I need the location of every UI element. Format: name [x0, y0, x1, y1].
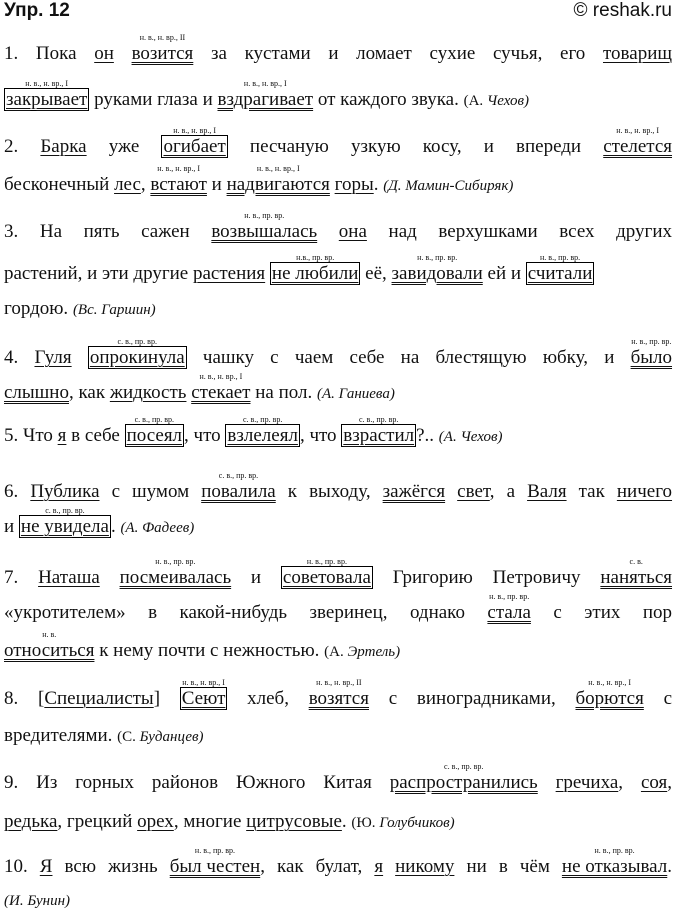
subject: Гуля	[34, 347, 72, 368]
text-line	[4, 557, 673, 589]
predicate: вздрагивает	[217, 89, 314, 110]
annotated-word	[225, 415, 300, 447]
annotated-word	[180, 678, 228, 710]
morph-annotation: с. в., пр. вр.	[117, 337, 157, 346]
morph-annotation: н. в., н. вр., I	[256, 164, 300, 173]
annotated-word	[191, 372, 251, 404]
predicate: посмеивалась	[119, 567, 232, 588]
text-segment: .	[667, 856, 673, 877]
text-line	[4, 630, 672, 663]
morph-annotation: с. в., пр. вр.	[444, 762, 484, 771]
text-segment: .	[110, 516, 121, 537]
text-segment: в себе	[66, 425, 125, 446]
subject: я	[374, 856, 384, 877]
annotated-word	[169, 846, 261, 878]
text-line	[4, 372, 672, 405]
annotated-word	[217, 79, 314, 111]
subject: я	[57, 425, 67, 446]
text-segment: , что	[184, 425, 226, 446]
morph-annotation: н. в., пр. вр.	[306, 557, 347, 566]
text-segment: 2.	[4, 136, 41, 157]
text-segment: ,	[618, 772, 641, 793]
predicate-boxed: не любили	[271, 263, 359, 284]
text-segment: всю жизнь	[52, 856, 170, 877]
source-citation: (А. Фадеев)	[120, 520, 195, 536]
subject: растения	[192, 263, 266, 284]
subject: товарищ	[602, 43, 672, 64]
subject: он	[94, 43, 114, 64]
morph-annotation: с. в., пр. вр.	[242, 415, 283, 424]
text-segment	[383, 856, 395, 877]
source-citation: (Ю.	[351, 815, 380, 831]
subject: ничего	[616, 481, 673, 502]
predicate: возятся	[308, 688, 369, 709]
source-citation: Буданцев)	[139, 729, 204, 745]
text-segment: ,	[667, 772, 672, 793]
text-segment: «укротителем» в какой-нибудь зверинец, однако	[4, 602, 488, 623]
text-segment: от каждого звука.	[313, 89, 464, 110]
morph-annotation: н. в., н. вр., I	[588, 678, 632, 687]
text-line	[4, 762, 672, 794]
subject: Публика	[30, 481, 100, 502]
annotated-word	[391, 253, 483, 285]
text-segment: 5. Что	[4, 425, 58, 446]
morph-annotation: н. в., пр. вр.	[194, 846, 236, 855]
text-segment: ?..	[416, 425, 439, 446]
annotated-word	[211, 211, 318, 243]
morph-annotation: н. в., н. вр., I	[182, 678, 225, 687]
source-citation: (А. Ганиева)	[317, 386, 395, 402]
subject: она	[338, 221, 367, 242]
morph-annotation: н. в., пр. вр.	[489, 592, 530, 601]
annotated-word	[125, 415, 184, 447]
annotated-word	[341, 415, 416, 447]
text-line	[4, 126, 673, 158]
text-segment: 8. [	[4, 688, 45, 709]
text-segment: , как булат,	[260, 856, 375, 877]
morph-annotation: н. в., н. вр., II	[139, 33, 186, 42]
subject: соя	[640, 772, 668, 793]
predicate-boxed: посеял	[126, 425, 183, 446]
morph-annotation: с. в., пр. вр.	[45, 506, 85, 515]
predicate: повалила	[201, 481, 276, 502]
subject: горы	[334, 174, 374, 195]
morph-annotation: с. в., пр. вр.	[134, 415, 175, 424]
predicate-boxed: опрокинула	[89, 347, 185, 368]
annotated-word	[308, 678, 369, 710]
text-segment: , а	[489, 481, 528, 502]
text-segment: на пол.	[250, 382, 317, 403]
text-line	[4, 811, 672, 834]
text-segment: 9. Из горных районов Южного Китая	[4, 772, 390, 793]
text-segment: ,	[140, 174, 151, 195]
annotated-word	[603, 126, 673, 158]
text-segment: ни в чём	[454, 856, 562, 877]
morph-annotation: н. в.	[42, 630, 57, 639]
subject: свет	[457, 481, 490, 502]
text-line	[4, 889, 672, 912]
predicate: борются	[575, 688, 644, 709]
annotated-word	[131, 33, 194, 65]
text-segment: , что	[299, 425, 342, 446]
text-segment	[317, 221, 339, 242]
text-segment: , грецкий	[57, 811, 138, 832]
annotated-word	[150, 164, 207, 196]
text-segment: и	[206, 174, 227, 195]
subject: Валя	[527, 481, 567, 502]
predicate-boxed: считали	[527, 263, 593, 284]
text-segment: 1. Пока	[4, 43, 95, 64]
text-line	[4, 471, 673, 503]
source-citation: Голубчиков)	[379, 815, 455, 831]
subject: Специалисты	[44, 688, 154, 709]
morph-annotation: н. в., н. вр., I	[25, 79, 69, 88]
predicate: встают	[150, 174, 207, 195]
text-line	[4, 33, 672, 65]
text-segment: с шумом	[99, 481, 202, 502]
predicate: относиться	[4, 640, 95, 661]
predicate: возится	[131, 43, 194, 64]
subject: цитрусовые	[246, 811, 342, 832]
text-line	[4, 211, 673, 243]
text-segment: уже	[86, 136, 162, 157]
predicate: возвышалась	[211, 221, 318, 242]
predicate: был честен	[169, 856, 261, 877]
subject: редька	[4, 811, 58, 832]
source-citation: (Вс. Гаршин)	[72, 302, 156, 318]
source-citation: (С.	[117, 729, 140, 745]
text-segment: .	[373, 174, 384, 195]
annotated-word	[270, 253, 361, 285]
morph-annotation: н. в., пр. вр.	[631, 337, 672, 346]
morph-annotation: н. в., пр. вр.	[540, 253, 581, 262]
text-segment	[100, 567, 120, 588]
text-segment: бесконечный	[4, 174, 115, 195]
morph-annotation: н.в., пр. вр.	[296, 253, 335, 262]
predicate-boxed: Сеют	[181, 688, 226, 709]
subject: гречиха	[555, 772, 619, 793]
source-citation: (А.	[463, 93, 487, 109]
predicate: стелется	[603, 136, 673, 157]
text-segment	[445, 481, 457, 502]
morph-annotation: н. в., пр. вр.	[594, 846, 635, 855]
source-citation: (А.	[324, 644, 348, 660]
morph-annotation: с. в.	[629, 557, 643, 566]
text-segment: , многие	[173, 811, 247, 832]
text-segment: так	[566, 481, 617, 502]
annotated-word	[4, 79, 89, 111]
annotated-word	[88, 337, 187, 369]
predicate-boxed: взрастил	[343, 425, 415, 446]
text-line	[4, 253, 672, 285]
page-header	[0, 0, 678, 22]
text-segment: к нему почти с нежностью.	[94, 640, 325, 661]
morph-annotation: н. в., пр. вр.	[244, 211, 285, 220]
predicate: распространились	[389, 772, 538, 793]
text-segment: .	[341, 811, 352, 832]
text-segment: растений, и эти другие	[4, 263, 193, 284]
predicate: слышно	[4, 382, 69, 403]
annotated-word	[281, 557, 373, 589]
text-segment: и	[4, 516, 19, 537]
morph-annotation: н. в., н. вр., I	[199, 372, 243, 381]
subject: Наташа	[38, 567, 100, 588]
annotated-word	[4, 630, 95, 662]
text-segment: , как	[68, 382, 110, 403]
text-line	[4, 415, 672, 448]
morph-annotation: н. в., н. вр., I	[173, 126, 216, 135]
predicate-boxed: закрывает	[6, 89, 88, 110]
subject: орех	[137, 811, 174, 832]
text-line	[4, 506, 672, 539]
text-segment: вредителями.	[4, 725, 118, 746]
predicate: стала	[487, 602, 531, 623]
subject: лес	[114, 174, 141, 195]
site-credit: © reshak.ru	[573, 0, 672, 21]
predicate-boxed: взлелеял	[227, 425, 298, 446]
annotated-word	[575, 678, 644, 710]
morph-annotation: н. в., н. вр., I	[616, 126, 659, 135]
predicate: завидовали	[391, 263, 483, 284]
text-line	[4, 846, 673, 878]
subject: никому	[395, 856, 455, 877]
text-segment: ]	[153, 688, 180, 709]
annotated-word	[19, 506, 111, 538]
predicate: наняться	[600, 567, 673, 588]
annotated-word	[119, 557, 232, 589]
text-segment: с этих пор	[530, 602, 673, 623]
annotated-word	[487, 592, 531, 624]
text-line	[4, 725, 672, 748]
annotated-word	[226, 164, 330, 196]
morph-annotation: н. в., н. вр., I	[243, 79, 287, 88]
morph-annotation: с. в., пр. вр.	[358, 415, 399, 424]
text-line	[4, 678, 673, 710]
source-citation: (И. Бунин)	[4, 893, 71, 909]
text-segment: 7.	[4, 567, 39, 588]
text-line	[4, 337, 673, 369]
source-citation: (Д. Мамин-Сибиряк)	[383, 178, 514, 194]
annotated-word	[201, 471, 276, 503]
subject: Я	[39, 856, 53, 877]
morph-annotation: н. в., пр. вр.	[417, 253, 458, 262]
text-segment: Григорию Петровичу	[372, 567, 601, 588]
morph-annotation: с. в., пр. вр.	[218, 471, 259, 480]
annotated-word	[526, 253, 595, 285]
predicate: стекает	[191, 382, 251, 403]
text-line	[4, 298, 672, 321]
text-segment: к выходу,	[275, 481, 383, 502]
text-segment: 3. На пять сажен	[4, 221, 212, 242]
text-segment: ей и	[482, 263, 526, 284]
annotated-word	[630, 337, 673, 369]
morph-annotation: н. в., н. вр., I	[157, 164, 201, 173]
source-citation: Чехов)	[486, 93, 530, 109]
predicate: было	[630, 347, 673, 368]
text-segment: руками глаза и	[89, 89, 218, 110]
subject: Барка	[40, 136, 87, 157]
text-line	[4, 592, 673, 624]
source-citation: Эртель)	[347, 644, 401, 660]
exercise-title: Упр. 12	[4, 0, 70, 21]
morph-annotation: н. в., пр. вр.	[155, 557, 196, 566]
text-segment: чашку с чаем себе на блестящую юбку, и	[186, 347, 631, 368]
text-segment	[114, 43, 132, 64]
text-segment	[72, 347, 88, 368]
source-citation: (А. Чехов)	[438, 429, 503, 445]
text-segment: и	[231, 567, 281, 588]
predicate-boxed: огибает	[163, 136, 226, 157]
text-segment: 6.	[4, 481, 31, 502]
text-line	[4, 164, 672, 197]
predicate-boxed: не увидела	[20, 516, 109, 537]
text-segment: 10.	[4, 856, 40, 877]
annotated-word	[161, 126, 227, 158]
text-segment: 4.	[4, 347, 35, 368]
predicate-boxed: советовала	[282, 567, 371, 588]
text-segment: её,	[360, 263, 392, 284]
text-segment: с	[643, 688, 673, 709]
annotated-word	[561, 846, 668, 878]
text-segment: песчаную узкую косу, и впереди	[227, 136, 604, 157]
morph-annotation: н. в., н. вр., II	[316, 678, 362, 687]
text-segment: над верхушками всех других	[366, 221, 673, 242]
annotated-word	[389, 762, 538, 794]
text-segment: гордою.	[4, 298, 73, 319]
annotated-word	[600, 557, 673, 589]
text-segment: за кустами и ломает сухие сучья, его	[193, 43, 603, 64]
subject: жидкость	[109, 382, 187, 403]
predicate: не отказывал	[561, 856, 668, 877]
predicate: зажёгся	[382, 481, 446, 502]
text-segment: хлеб,	[227, 688, 309, 709]
text-line	[4, 79, 672, 112]
text-segment: с виноградниками,	[368, 688, 576, 709]
text-segment	[538, 772, 556, 793]
predicate: надвигаются	[226, 174, 330, 195]
